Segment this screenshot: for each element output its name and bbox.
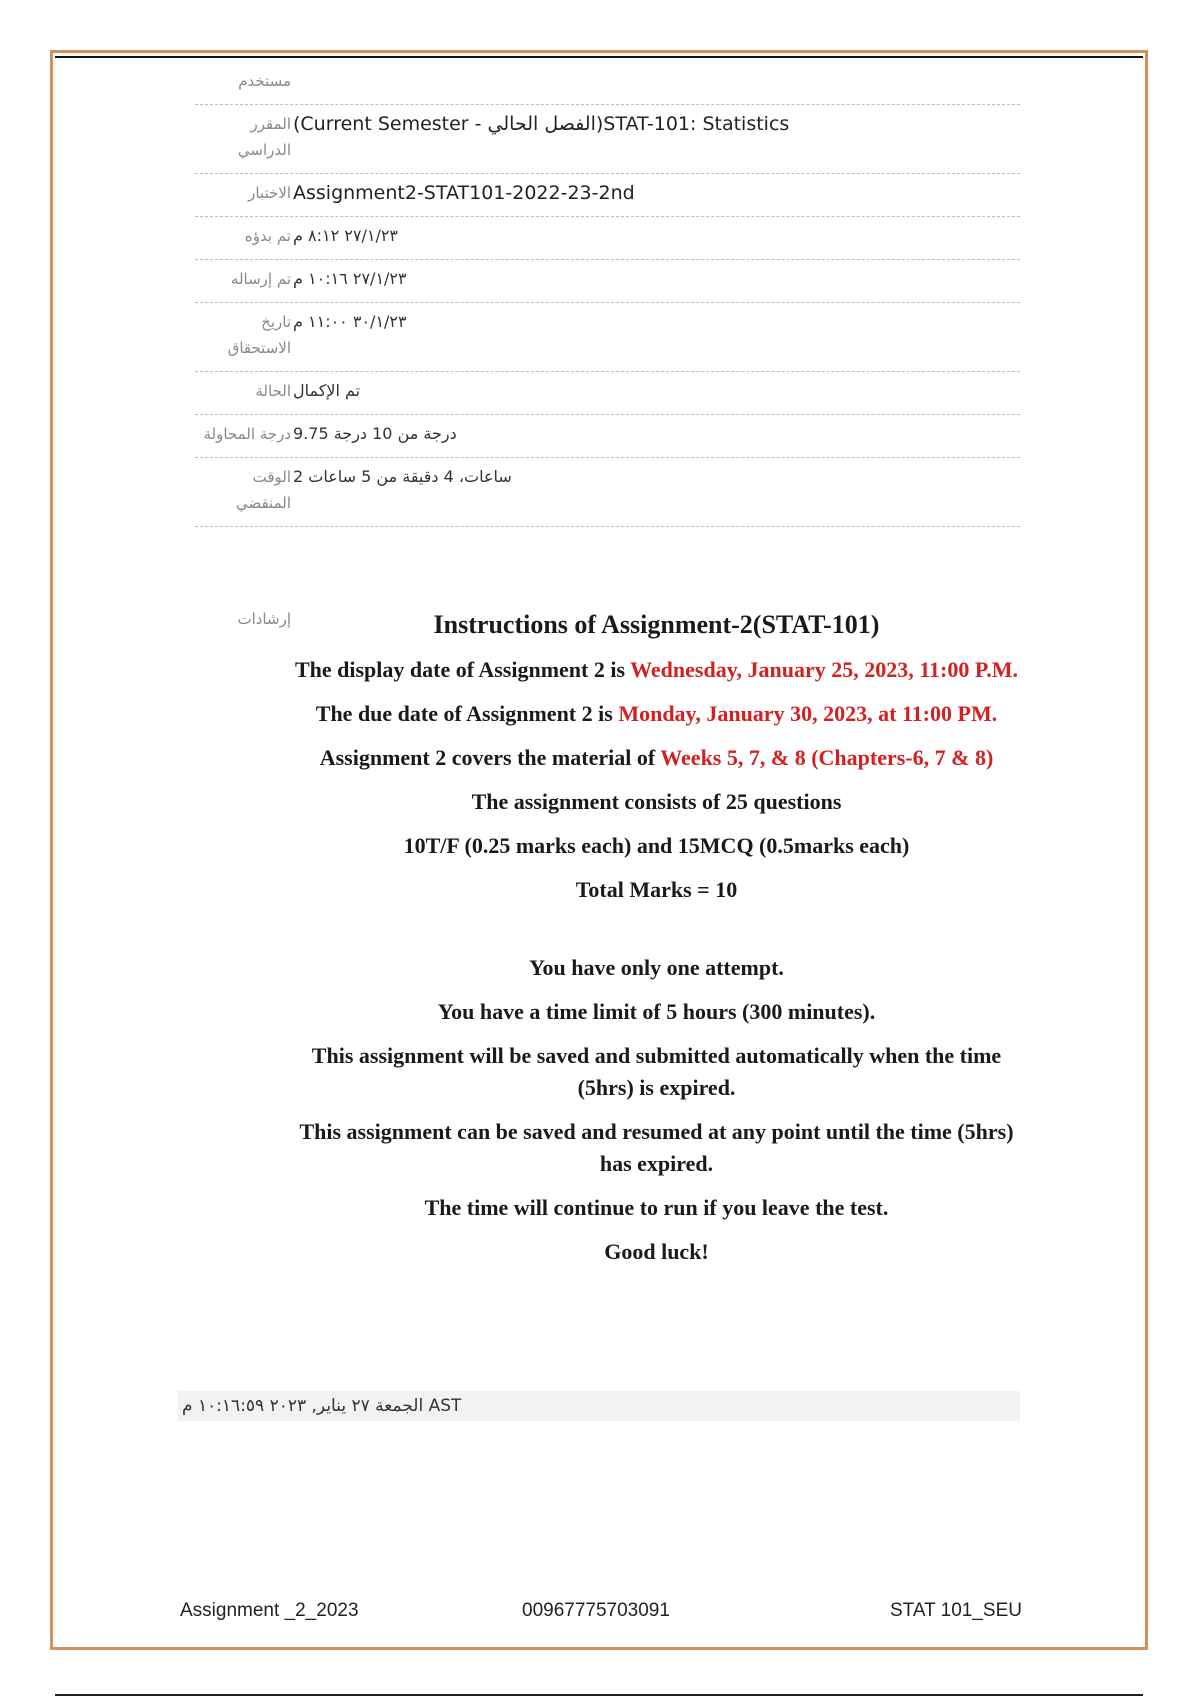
auto-submit-note: This assignment will be saved and submitted automatically when the time (5hrs) is expired. — [311, 1043, 1002, 1100]
timestamp-text: الجمعة ٢٧ يناير, ٢٠٢٣ ١٠:١٦:٥٩ م AST — [182, 1396, 462, 1416]
label-test: الاختبار — [248, 184, 291, 202]
row-course — [195, 105, 1020, 174]
good-luck: Good luck! — [604, 1239, 709, 1264]
spacer — [293, 918, 1020, 952]
coverage-prefix: Assignment 2 covers the material of — [319, 745, 661, 770]
marks-breakdown: 10T/F (0.25 marks each) and 15MCQ (0.5marks each) — [403, 833, 910, 858]
timestamp-bar — [178, 1391, 1020, 1421]
display-date-value: Wednesday, January 25, 2023, 11:00 P.M. — [630, 657, 1019, 682]
value-elapsed-time: 2 ساعات، 4 دقيقة من 5 ساعات — [293, 467, 512, 486]
coverage-weeks: Weeks 5, 7, & 8 (Chapters-6, 7 & 8) — [660, 745, 994, 770]
row-submitted — [195, 260, 1020, 303]
value-course: (Current Semester - الفصل الحالي)STAT-101: Statistics — [293, 113, 790, 135]
timer-continue-note: The time will continue to run if you leave the test. — [424, 1195, 889, 1220]
label-instructions: إرشادات — [237, 610, 291, 628]
page-footer — [180, 1600, 1022, 1630]
label-elapsed-time: الوقت المنقضي — [235, 468, 291, 512]
value-submitted: ٢٧/١/٢٣ ١٠:١٦ م — [293, 269, 407, 288]
instructions-title: Instructions of Assignment-2(STAT-101) — [433, 610, 880, 639]
due-date-prefix: The due date of Assignment 2 is — [315, 701, 619, 726]
label-due-date: تاريخ الاستحقاق — [227, 313, 291, 357]
footer-right: STAT 101_SEU — [889, 1600, 1022, 1621]
display-date-line — [293, 654, 1020, 686]
label-grade: درجة المحاولة — [203, 425, 291, 443]
row-test — [195, 174, 1020, 217]
row-started — [195, 217, 1020, 260]
footer-left: Assignment _2_2023 — [180, 1600, 359, 1621]
label-course: المقرر الدراسي — [237, 115, 291, 159]
value-test: Assignment2-STAT101-2022-23-2nd — [293, 182, 635, 204]
instructions-body — [293, 598, 1020, 1280]
value-started: ٢٧/١/٢٣ ٨:١٢ م — [293, 226, 399, 245]
time-limit-note: You have a time limit of 5 hours (300 minutes). — [437, 999, 876, 1024]
bottom-rule — [55, 1694, 1143, 1696]
top-rule — [55, 56, 1143, 58]
row-status — [195, 372, 1020, 415]
display-date-prefix: The display date of Assignment 2 is — [294, 657, 631, 682]
row-elapsed-time — [195, 458, 1020, 527]
row-due-date — [195, 303, 1020, 372]
questions-count: The assignment consists of 25 questions — [471, 789, 842, 814]
due-date-line — [293, 698, 1020, 730]
label-submitted: تم إرساله — [230, 270, 291, 288]
value-due-date: ٣٠/١/٢٣ ١١:٠٠ م — [293, 312, 407, 331]
value-grade: 9.75 درجة من 10 درجة — [293, 424, 457, 443]
label-user: مستخدم — [238, 72, 291, 90]
row-grade — [195, 415, 1020, 458]
row-user — [195, 62, 1020, 105]
label-started: تم بدؤه — [244, 227, 291, 245]
coverage-line — [293, 742, 1020, 774]
footer-center: 00967775703091 — [522, 1600, 670, 1621]
attempt-note: You have only one attempt. — [529, 955, 784, 980]
value-status: تم الإكمال — [293, 381, 361, 400]
total-marks: Total Marks = 10 — [575, 877, 738, 902]
label-status: الحالة — [255, 382, 291, 400]
due-date-value: Monday, January 30, 2023, at 11:00 PM. — [618, 701, 998, 726]
resume-note: This assignment can be saved and resumed at any point until the time (5hrs) has expired. — [299, 1119, 1014, 1176]
attempt-details-table — [195, 62, 1020, 527]
